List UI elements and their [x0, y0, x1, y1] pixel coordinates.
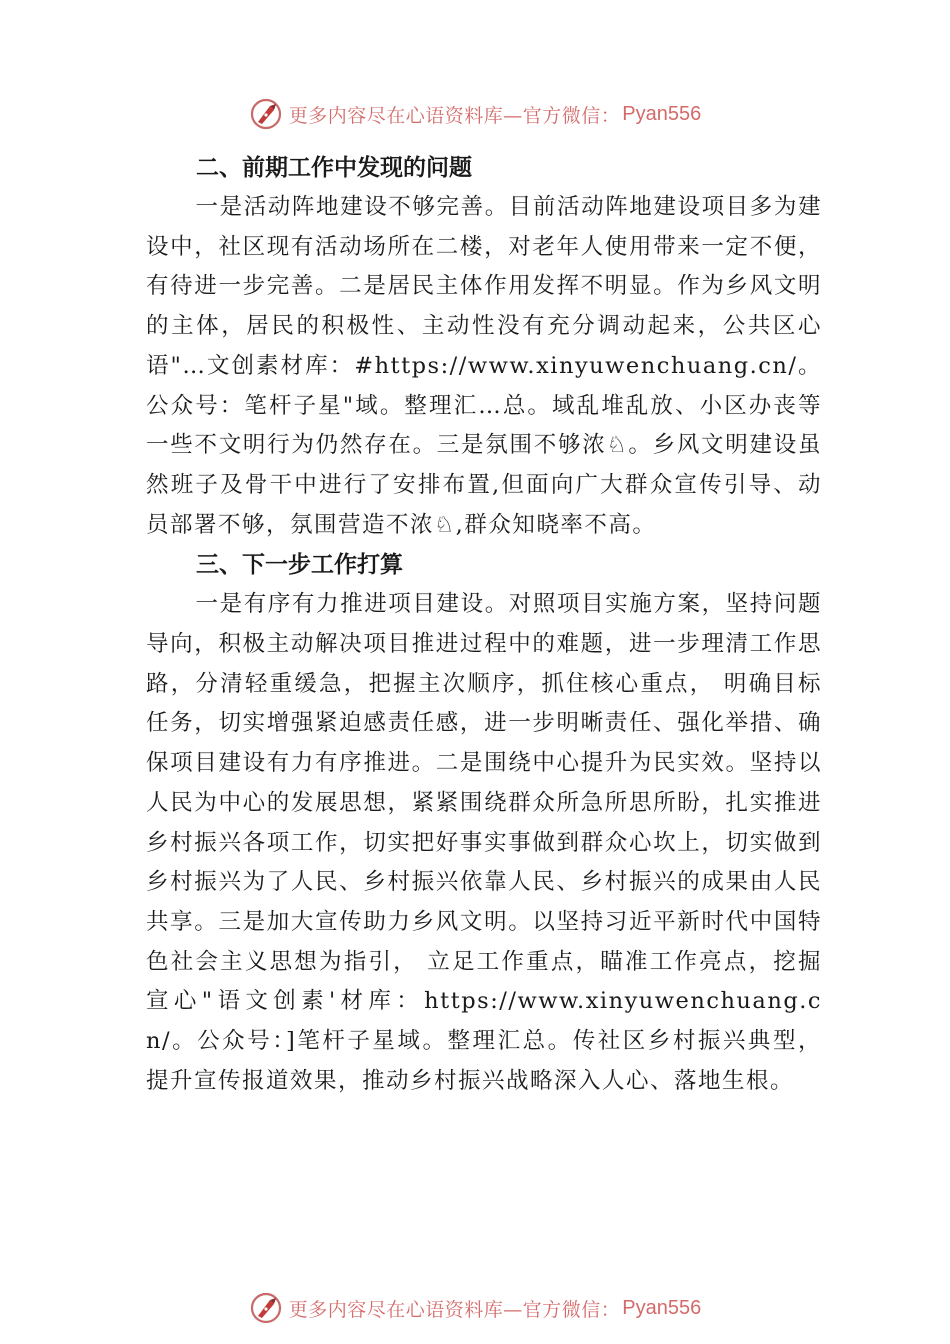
- pen-nib-icon: [249, 97, 283, 131]
- header-banner: [0, 94, 950, 134]
- section-paragraph-next-steps: 一是有序有力推进项目建设。对照项目实施方案，坚持问题导向，积极主动解决项目推进过程中的难题，进一步理清工作思路，分清轻重缓急，把握主次顺序，抓住核心重点， 明确目标任务，切实增强紧迫感责任感，进一步明晰责任、强化举措、确保项目建设有力有序推进。二是围绕中心提升为民实效。坚持以人民为中心的发展思想，紧紧围绕群众所急所思所盼，扎实推进乡村振兴各项工作，切实把好事实事做到群众心坎上，切实做到乡村振兴为了人民、乡村振兴依靠人民、乡村振兴的成果由人民共享。三是加大宣传助力乡风文明。以坚持习近平新时代中国特色社会主义思想为指引， 立足工作重点，瞄准工作亮点，挖掘宣心"语文创素'材库：https://www.xinyuwenchuang.cn/。公众号：]笔杆子星域。整理汇总。传社区乡村振兴典型， 提升宣传报道效果，推动乡村振兴战略深入人心、落地生根。: [146, 591, 822, 1094]
- section-heading-problems: 二、前期工作中发现的问题: [196, 155, 472, 181]
- footer-banner: [0, 1288, 950, 1328]
- banner-text: 更多内容尽在心语资料库—官方微信：: [288, 1298, 621, 1321]
- banner-text: 更多内容尽在心语资料库—官方微信：: [288, 104, 621, 127]
- section-paragraph-problems: 一是活动阵地建设不够完善。目前活动阵地建设项目多为建设中，社区现有活动场所在二楼，对老年人使用带来一定不便，有待进一步完善。二是居民主体作用发挥不明显。作为乡风文明的主体，居民的积极性、主动性没有充分调动起来，公共区心语"…文创素材库：#https://www.xinyuwenchuang.cn/。公众号：笔杆子星"域。整理汇…总。域乱堆乱放、小区办丧等一些不文明行为仍然存在。三是氛围不够浓♘。乡风文明建设虽然班子及骨干中进行了安排布置,但面向广大群众宣传引导、动员部署不够，氛围营造不浓♘,群众知晓率不高。: [146, 194, 822, 538]
- document-body: [146, 148, 822, 1101]
- banner-wechat-id: Pyan556: [622, 102, 702, 125]
- banner-wechat-id: Pyan556: [622, 1296, 702, 1319]
- section-heading-next-steps: 三、下一步工作打算: [196, 552, 403, 579]
- pen-nib-icon: [249, 1291, 283, 1325]
